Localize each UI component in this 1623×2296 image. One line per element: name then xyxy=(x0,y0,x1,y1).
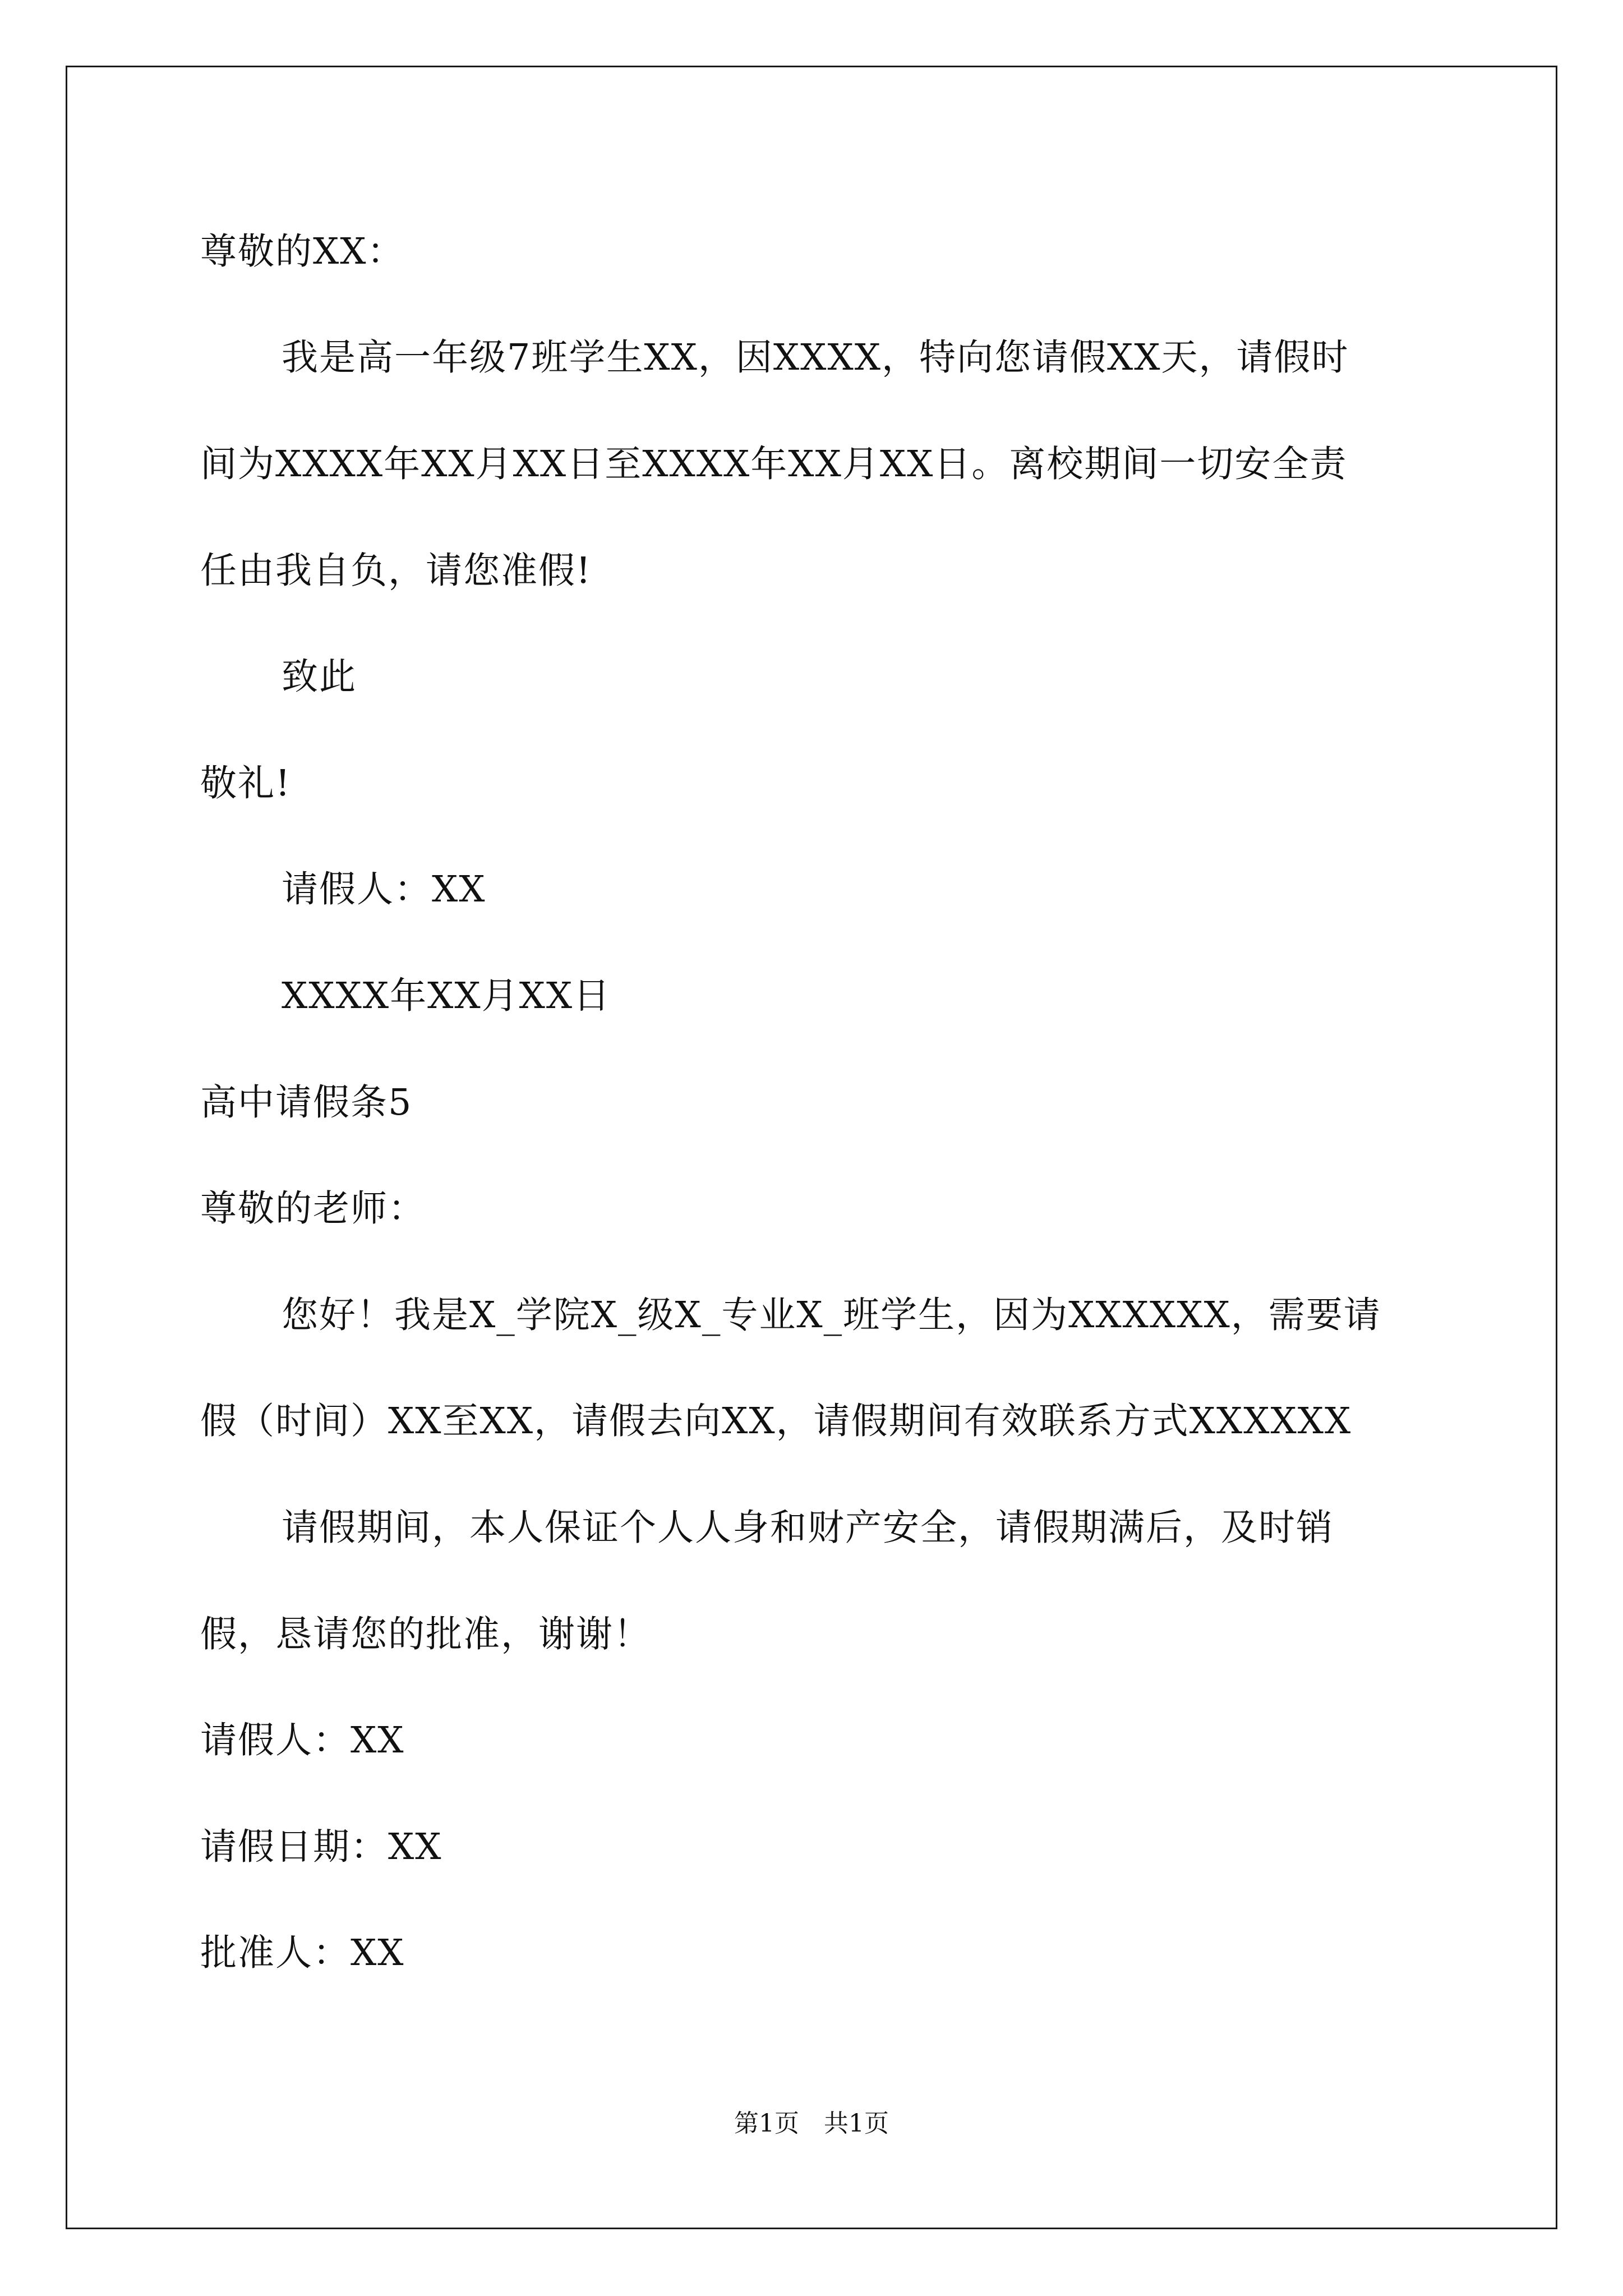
letter2-para1-line2: 假（时间）XX至XX，请假去向XX，请假期间有效联系方式XXXXXX xyxy=(200,1400,1352,1442)
letter1-closing1: 致此 xyxy=(282,656,357,698)
page-footer: 第1页 共1页 xyxy=(734,2109,889,2138)
letter2-salutation: 尊敬的老师： xyxy=(200,1188,426,1230)
letter2-para1-line1: 您好！我是X_学院X_级X_专业X_班学生，因为XXXXXX，需要请 xyxy=(282,1294,1381,1336)
letter2-leave-date: 请假日期：XX xyxy=(200,1826,442,1868)
letter2-signer: 请假人：XX xyxy=(200,1719,405,1761)
letter2-para2-line1: 请假期间，本人保证个人人身和财产安全，请假期满后，及时销 xyxy=(282,1507,1334,1549)
letter2-approver: 批准人：XX xyxy=(200,1932,405,1974)
letter1-salutation: 尊敬的XX： xyxy=(200,231,405,273)
letter2-para2-line2: 假，恳请您的批准，谢谢！ xyxy=(200,1613,652,1655)
letter1-body-line3: 任由我自负，请您准假! xyxy=(200,550,592,592)
letter1-signer: 请假人：XX xyxy=(282,868,486,910)
letter1-body-line1: 我是高一年级7班学生XX，因XXXX，特向您请假XX天，请假时 xyxy=(282,337,1349,379)
page-border xyxy=(66,66,1557,2229)
letter1-date: XXXX年XX月XX日 xyxy=(282,975,611,1017)
letter1-closing2: 敬礼! xyxy=(200,762,292,804)
letter1-body-line2: 间为XXXX年XX月XX日至XXXX年XX月XX日。离校期间一切安全责 xyxy=(200,443,1348,485)
letter2-title: 高中请假条5 xyxy=(200,1082,413,1124)
